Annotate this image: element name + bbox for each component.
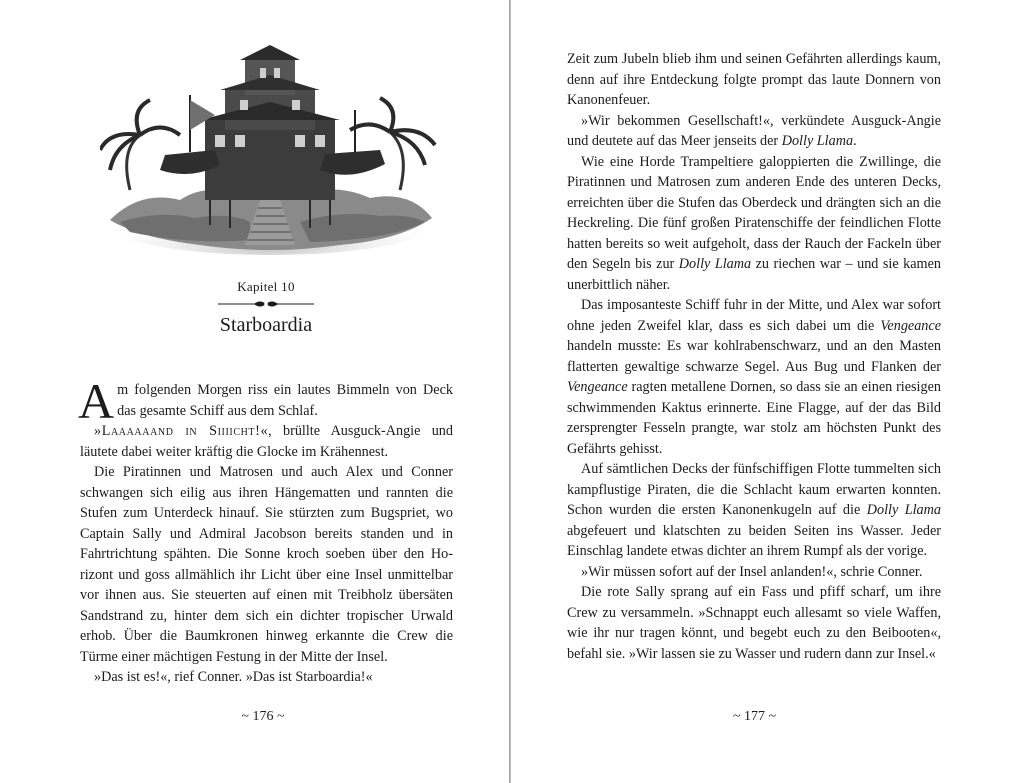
right-page — [511, 0, 1020, 783]
paragraph: Am folgenden Morgen riss ein lautes Bimmeln von Deck das gesamte Schiff aus dem Schlaf. — [78, 373, 453, 429]
chapter-title: Starboardia — [219, 314, 313, 336]
paragraph: »Das ist es!«, rief Conner. »Das ist Starboardia!« — [94, 669, 373, 685]
page-number: ~ 176 ~ — [241, 709, 285, 724]
paragraph: »Laaaaaand in Siiiicht!«, brüllte Ausguck-Angie und läutete dabei weiter kräftig die Glocke im Krähennest. — [80, 423, 453, 460]
paragraph: »Wir bekommen Gesellschaft!«, verkündete Ausguck-Angie und deutete auf das Meer jenseits der Dolly Llama. — [567, 112, 941, 149]
fortress-illustration — [100, 40, 440, 260]
left-page-body — [78, 373, 453, 688]
paragraph: Die rote Sally sprang auf ein Fass und pfiff scharf, um ihre Crew zu versammeln. »Schnappt euch allesamt so viele Waffen, wie ihr nur tragen könnt, und begebt euch zu den Beibooten«, befahl sie. »Wir lassen sie zu Wasser und rudern dann zur Insel.« — [567, 584, 941, 662]
right-page-body — [567, 49, 941, 664]
paragraph: Zeit zum Jubeln blieb ihm und seinen Gefährten allerdings kaum, denn auf ihre Entdeckung folgte prompt das laute Donnern von Kanonenfeuer. — [567, 51, 941, 108]
page-number: ~ 177 ~ — [732, 709, 777, 724]
ornament-divider — [216, 298, 316, 310]
paragraph: Wie eine Horde Trampeltiere galoppierten die Zwillinge, die Piratinnen und Matrosen zum anderen Ende des unteren Decks, erreichten über die Stufen das Oberdeck und drängten sich an die Heckreling. Die fünf großen Piratenschiffe der feindlichen Flotte hatten bereits so weit aufgeholt, dass der Rauch der Fackeln über den Segeln bis zur Dolly Llama zu riechen war – und sie kamen unerbittlich näher. — [567, 153, 941, 293]
paragraph: »Wir müssen sofort auf der Insel anlanden!«, schrie Conner. — [581, 563, 923, 580]
drop-cap: A — [78, 373, 115, 429]
paragraph: Das imposanteste Schiff fuhr in der Mitte, und Alex war sofort ohne jeden Zweifel klar, dass es sich dabei um die Vengeance handeln musste: Es war kohlrabenschwarz, und an den Masten flatterten gewaltige schwarze Segel. Aus Bug und Flanken der Vengeance ragten metallene Dornen, so dass sie an einen riesigen schwimmenden Kaktus erinnerte. Eine Flagge, auf der das Bild zersprengter Fesseln prangte, war stolz am höchsten Punkt des Gefährts gehisst. — [567, 297, 941, 457]
paragraph: Auf sämtlichen Decks der fünfschiffigen Flotte tummelten sich kampflustige Piraten, die die Schlacht kaum erwarten konnten. Schon wurden die ersten Kanonenkugeln auf die Dolly Llama abgefeuert und klatschten zu beiden Seiten ins Wasser. Jeder Einschlag landete etwas dichter an ihrem Rumpf als der vorige. — [567, 461, 941, 559]
chapter-label: Kapitel 10 — [237, 279, 295, 294]
paragraph: Die Piratinnen und Matrosen und auch Alex und Conner schwangen sich eilig aus ihren Hängematten und rannten die Stufen zum Unterdeck hinauf. Sie stürzten zum Bugspriet, wo Captain Sally und Admiral Jacobson bereits standen und in Fahrtrichtung spähten. Die Sonne kroch soeben über den Horizont und goss allmählich ihr Licht über eine Insel unmittelbar vor ihnen aus. Sie steuerten auf einen mit Treibholz übersäten Sandstrand zu, hinter dem sich ein dichter tropischer Urwald erhob. Über die Baumkronen hinweg erkannte die Crew die Türme einer mächtigen Festung in der Mitte der Insel. — [80, 464, 453, 665]
